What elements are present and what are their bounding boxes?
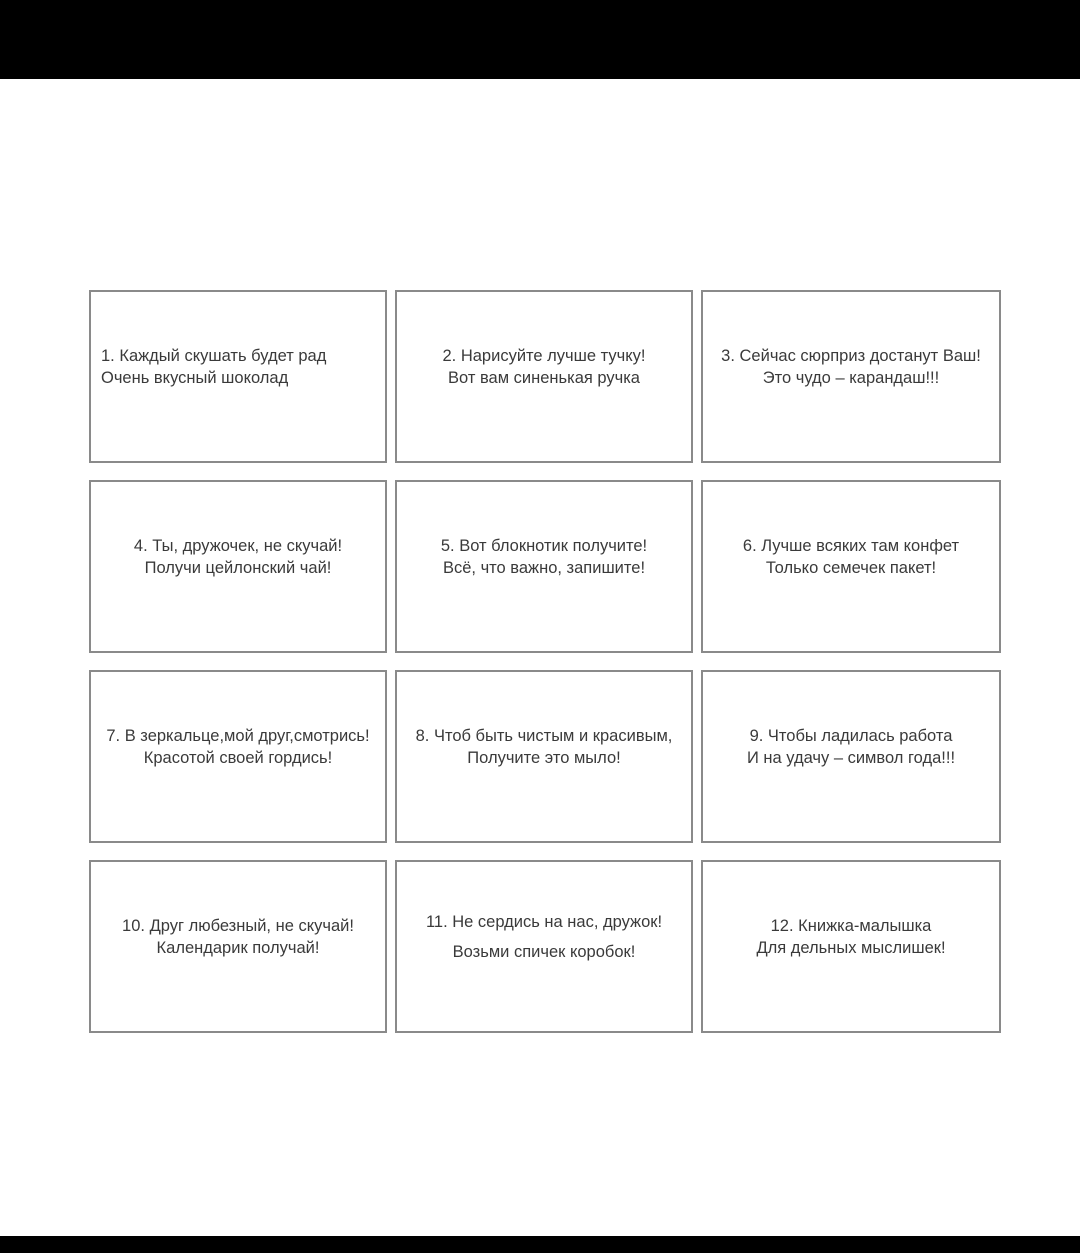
card-12-line-2: Для дельных мыслишек! (756, 938, 946, 957)
top-black-bar (0, 0, 1080, 79)
card-10-line-1: 10. Друг любезный, не скучай! (122, 916, 354, 935)
card-4 (89, 480, 387, 653)
card-9-line-1: 9. Чтобы ладилась работа (749, 726, 953, 745)
card-11-line-2: Возьми спичек коробок! (452, 942, 636, 961)
card-10 (89, 860, 387, 1033)
card-2-line-2: Вот вам синенькая ручка (448, 368, 640, 387)
card-1-line-1: 1. Каждый скушать будет рад (101, 346, 327, 365)
card-7-line-1: 7. В зеркальце,мой друг,смотрись! (106, 726, 370, 745)
card-11-line-1: 11. Не сердись на нас, дружок! (425, 912, 663, 931)
card-8-line-2: Получите это мыло! (467, 748, 621, 767)
card-2 (395, 290, 693, 463)
cards-grid (89, 290, 1001, 1033)
card-9-line-2: И на удачу – символ года!!! (746, 748, 956, 767)
card-3 (701, 290, 1001, 463)
card-11 (395, 860, 693, 1033)
card-10-line-2: Календарик получай! (156, 938, 320, 957)
card-4-line-1: 4. Ты, дружочек, не скучай! (133, 536, 343, 555)
card-1 (89, 290, 387, 463)
card-4-line-2: Получи цейлонский чай! (144, 558, 332, 577)
card-2-line-1: 2. Нарисуйте лучше тучку! (442, 346, 646, 365)
card-1-line-2: Очень вкусный шоколад (101, 368, 289, 387)
card-3-line-1: 3. Сейчас сюрприз достанут Ваш! (721, 346, 981, 365)
card-5 (395, 480, 693, 653)
card-6 (701, 480, 1001, 653)
card-8-line-1: 8. Чтоб быть чистым и красивым, (415, 726, 673, 745)
card-12 (701, 860, 1001, 1033)
card-12-line-1: 12. Книжка-малышка (770, 916, 932, 935)
card-8 (395, 670, 693, 843)
card-6-line-1: 6. Лучше всяких там конфет (742, 536, 960, 555)
card-3-line-2: Это чудо – карандаш!!! (762, 368, 940, 387)
card-5-line-1: 5. Вот блокнотик получите! (440, 536, 648, 555)
card-6-line-2: Только семечек пакет! (765, 558, 937, 577)
card-5-line-2: Всё, что важно, запишите! (442, 558, 646, 577)
card-9 (701, 670, 1001, 843)
card-7 (89, 670, 387, 843)
bottom-black-bar (0, 1236, 1080, 1253)
card-7-line-2: Красотой своей гордись! (143, 748, 333, 767)
